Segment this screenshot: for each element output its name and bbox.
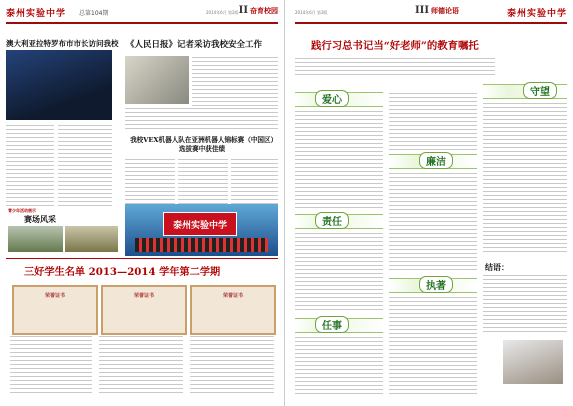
section-responsibility	[295, 214, 383, 229]
author-photo	[503, 340, 563, 384]
section-integrity	[389, 154, 477, 169]
masthead-issue: 总第104期	[79, 10, 109, 17]
masthead-section	[415, 5, 459, 16]
intro-text	[295, 57, 495, 77]
masthead-logo: 泰州实验中学	[506, 9, 567, 19]
honor-list-2	[99, 335, 183, 395]
section-mission-label: 任事	[315, 316, 349, 333]
sidebar-title: 赛场风采	[24, 214, 56, 224]
honor-list-3	[190, 335, 274, 395]
article1-headline: 澳大利亚拉特罗布市市长访问我校	[6, 39, 119, 48]
masthead-logo: 泰州实验中学	[6, 9, 67, 19]
responsibility-text	[295, 232, 383, 312]
article1-photo	[6, 50, 112, 120]
right-masthead	[295, 6, 567, 24]
article1-text	[6, 124, 54, 206]
section-love-label: 爱心	[315, 90, 349, 107]
sidebar-tag: 青少年活动展示	[8, 208, 36, 213]
left-page	[0, 0, 285, 406]
section-number: II	[238, 5, 248, 16]
photo-banner-text: 泰州实验中学	[172, 221, 227, 231]
left-masthead	[6, 6, 278, 24]
section-execute-label: 执著	[419, 276, 453, 293]
gallery-photo-1	[8, 226, 63, 252]
certificate-1	[12, 285, 98, 335]
article3-headline: 我校VEX机器人队在亚洲机器人锦标赛（中国区）选拔赛中获佳绩	[130, 136, 274, 153]
conclusion-label: 结语：	[485, 262, 509, 272]
section-execute	[389, 278, 477, 293]
certificate-3	[190, 285, 276, 335]
section-duty	[483, 84, 567, 99]
divider	[6, 258, 278, 259]
certificate-label: 荣誉证书	[133, 293, 154, 299]
team-row	[135, 238, 268, 252]
article2-text-2	[125, 107, 278, 131]
section-number: III	[415, 5, 430, 16]
masthead-section	[239, 5, 278, 16]
article2-photo	[125, 56, 189, 104]
honor-roll-title: 三好学生名单 2013—2014 学年第二学期	[24, 266, 221, 278]
section-love	[295, 92, 383, 107]
gallery-photo-2	[65, 226, 118, 252]
section-integrity-label: 廉洁	[419, 152, 453, 169]
duty-text	[483, 102, 567, 252]
section-mission	[295, 318, 383, 333]
integrity-text	[389, 172, 477, 272]
honor-list-1	[10, 335, 92, 395]
certificate-label: 荣誉证书	[44, 293, 65, 299]
section-duty-label: 守望	[523, 82, 557, 99]
section-name: 师德论语	[431, 6, 460, 15]
mission-text	[295, 336, 383, 396]
masthead-info: 2014年6月 第3版	[295, 10, 328, 15]
masthead-info: 2014年6月 第2版	[206, 10, 239, 15]
section-name: 奋育校园	[250, 6, 278, 15]
execute-text	[389, 296, 477, 396]
article2-headline: 《人民日报》记者采访我校安全工作	[126, 40, 263, 50]
section-responsibility-label: 责任	[315, 212, 349, 229]
article1-text-2	[58, 124, 112, 206]
middle-text-1	[389, 92, 477, 150]
right-page	[289, 0, 573, 406]
certificate-2	[101, 285, 187, 335]
certificate-label: 荣誉证书	[222, 293, 243, 299]
love-text	[295, 110, 383, 210]
photo-banner	[163, 212, 237, 236]
conclusion-text	[483, 274, 567, 334]
main-headline: 践行习总书记当“好老师”的教育嘱托	[311, 40, 479, 52]
article3-photo	[125, 204, 278, 256]
